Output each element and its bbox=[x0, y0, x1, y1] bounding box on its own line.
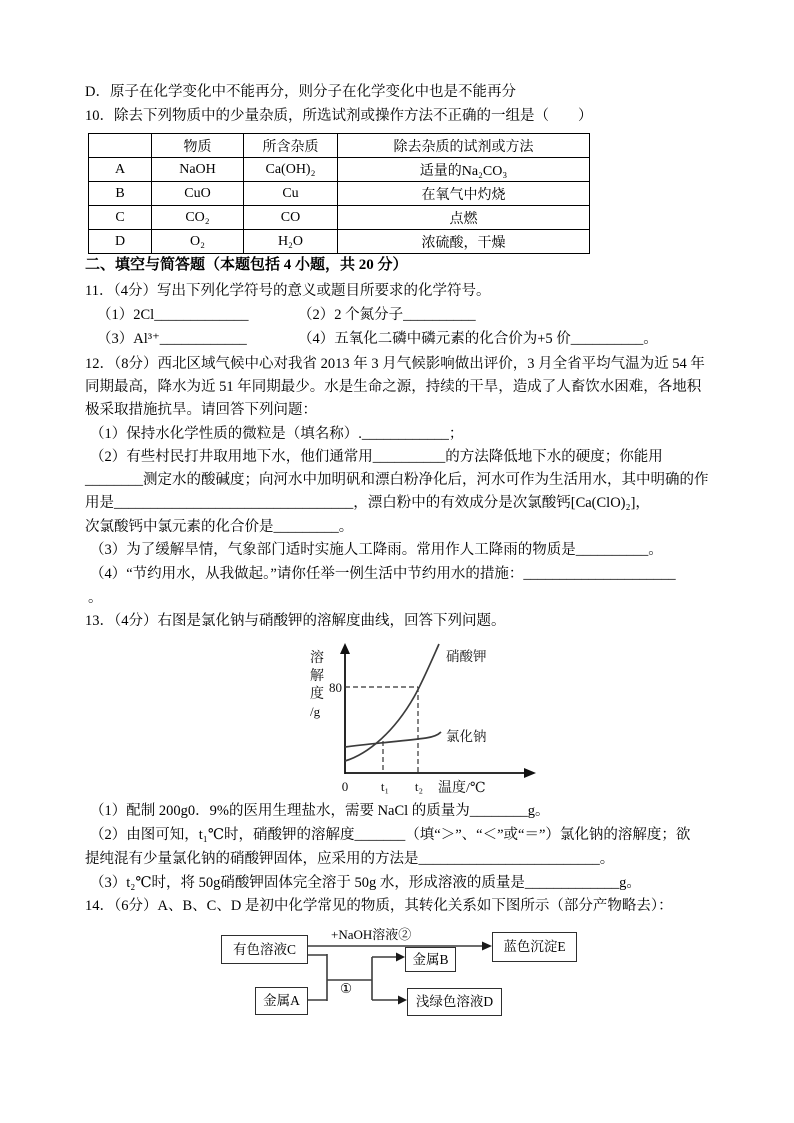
q11-item-4: （4）五氧化二磷中磷元素的化合价为+5 价__________。 bbox=[298, 331, 658, 347]
q12-item-2a: （2）有些村民打井取用地下水，他们通常用__________的方法降低地下水的硬度；你能用 bbox=[90, 449, 663, 465]
cell-option: B bbox=[89, 182, 152, 206]
cell-option: A bbox=[89, 158, 152, 182]
q11-item-1: （1）2Cl_____________ bbox=[97, 307, 249, 323]
q10-intro: 10．除去下列物质中的少量杂质，所选试剂或操作方法不正确的一组是（ ） bbox=[85, 108, 593, 124]
kno3-curve bbox=[345, 644, 439, 761]
y-axis-label-char: /g bbox=[310, 704, 321, 719]
y-axis-label-char: 溶 bbox=[310, 651, 324, 666]
y-tick-80: 80 bbox=[329, 680, 342, 695]
q12-item-4-end: 。 bbox=[88, 590, 103, 606]
cell-method: 点燃 bbox=[338, 206, 590, 230]
x-tick-t2: t₂ bbox=[414, 779, 424, 794]
q12-item-2b: ________测定水的酸碱度；向河水中加明矾和漂白粉净化后，河水可作为生活用水，其中明确的作 bbox=[85, 472, 709, 488]
box-colored-solution-c: 有色溶液C bbox=[221, 935, 308, 964]
x-tick-0: 0 bbox=[341, 779, 349, 794]
q12-item-2d: 次氯酸钙中氯元素的化合价是_________。 bbox=[85, 519, 354, 535]
box-metal-a: 金属A bbox=[255, 987, 308, 1015]
arrowhead-d-icon bbox=[398, 996, 407, 1005]
table-row bbox=[89, 182, 590, 206]
nacl-series-label: 氯化钠 bbox=[446, 729, 487, 744]
table-header-row bbox=[89, 134, 590, 158]
x-axis-arrow-icon bbox=[524, 768, 536, 778]
q11-item-2: （2）2 个氮分子__________ bbox=[298, 307, 476, 323]
q12-line-3: 极采取措施抗旱。请回答下列问题： bbox=[85, 402, 317, 418]
nacl-curve bbox=[345, 732, 441, 747]
cell-impurity: Ca(OH)₂ bbox=[244, 158, 338, 182]
solubility-chart bbox=[300, 640, 540, 798]
cell-impurity: Cu bbox=[244, 182, 338, 206]
cell-substance: NaOH bbox=[152, 158, 244, 182]
q13-intro: 13．（4分）右图是氯化钠与硝酸钾的溶解度曲线，回答下列问题。 bbox=[85, 613, 506, 629]
table-row bbox=[89, 206, 590, 230]
q13-item-2a: （2）由图可知，t₁℃时，硝酸钾的溶解度_______（填“＞”、“＜”或“＝”）氯化钠的溶解度；欲 bbox=[90, 827, 691, 843]
naoh-arrow-label: +NaOH溶液② bbox=[331, 927, 412, 942]
step1-label: ① bbox=[340, 981, 353, 996]
q13-item-2b: 提纯混有少量氯化钠的硝酸钾固体，应采用的方法是_________________________。 bbox=[85, 851, 615, 867]
q12-item-4: （4）“节约用水，从我做起。”请你任举一例生活中节约用水的措施：_____________________ bbox=[90, 566, 676, 582]
arrowhead-e-icon bbox=[482, 942, 492, 951]
kno3-series-label: 硝酸钾 bbox=[446, 649, 487, 664]
cell-method: 浓硫酸，干燥 bbox=[338, 230, 590, 254]
header-cell-impurity: 所含杂质 bbox=[244, 134, 338, 158]
section-title: 二、填空与简答题（本题包括 4 小题，共 20 分） bbox=[85, 257, 408, 273]
cell-substance: O₂ bbox=[152, 230, 244, 254]
cell-method: 适量的Na₂CO₃ bbox=[338, 158, 590, 182]
table-row bbox=[89, 230, 590, 254]
header-cell-blank bbox=[89, 134, 152, 158]
q12-item-3: （3）为了缓解旱情，气象部门适时实施人工降雨。常用作人工降雨的物质是__________。 bbox=[90, 542, 663, 558]
box-blue-precipitate-e: 蓝色沉淀E bbox=[492, 932, 577, 962]
q13-item-3: （3）t₂℃时，将 50g硝酸钾固体完全溶于 50g 水，形成溶液的质量是_____________g。 bbox=[90, 875, 641, 891]
q12-item-2c: 用是_________________________________，漂白粉中的有效成分是次氯酸钙[Ca(ClO)₂]， bbox=[85, 495, 650, 511]
cell-impurity: H₂O bbox=[244, 230, 338, 254]
table-row bbox=[89, 158, 590, 182]
q12-line-2: 同期最高，降水为近 51 年同期最少。水是生命之源，持续的干旱，造成了人畜饮水困难，各地积 bbox=[85, 379, 702, 395]
q11-item-3: （3）Al³⁺____________ bbox=[97, 331, 247, 347]
q13-item-1: （1）配制 200g0．9%的医用生理盐水，需要 NaCl 的质量为________g。 bbox=[90, 803, 550, 819]
q14-intro: 14．（6分）A、B、C、D 是初中化学常见的物质，其转化关系如下图所示（部分产物略去）： bbox=[85, 898, 673, 914]
box-metal-b: 金属B bbox=[405, 947, 456, 972]
q12-line-1: 12．（8分）西北区域气候中心对我省 2013 年 3 月气候影响做出评价，3 月全省平均气温为近 54 年 bbox=[85, 356, 705, 372]
solubility-chart-figure bbox=[300, 640, 540, 798]
cell-substance: CuO bbox=[152, 182, 244, 206]
x-tick-t1: t₁ bbox=[380, 779, 390, 794]
y-axis-label-char: 解 bbox=[310, 669, 324, 684]
q10-table bbox=[88, 133, 590, 254]
transformation-diagram bbox=[215, 924, 590, 1020]
x-axis-label: 温度/℃ bbox=[438, 781, 486, 796]
option-d-text: D．原子在化学变化中不能再分，则分子在化学变化中也是不能再分 bbox=[85, 84, 516, 100]
cell-method: 在氧气中灼烧 bbox=[338, 182, 590, 206]
cell-impurity: CO bbox=[244, 206, 338, 230]
q11-intro: 11．（4分）写出下列化学符号的意义或题目所要求的化学符号。 bbox=[85, 283, 491, 299]
cell-option: C bbox=[89, 206, 152, 230]
y-axis-arrow-icon bbox=[340, 643, 350, 654]
arrowhead-b-icon bbox=[396, 953, 405, 962]
y-axis-label-char: 度 bbox=[310, 687, 324, 702]
box-light-green-solution-d: 浅绿色溶液D bbox=[407, 988, 502, 1016]
cell-substance: CO₂ bbox=[152, 206, 244, 230]
q12-item-1: （1）保持水化学性质的微粒是（填名称）.____________； bbox=[90, 426, 464, 442]
cell-option: D bbox=[89, 230, 152, 254]
header-cell-method: 除去杂质的试剂或方法 bbox=[338, 134, 590, 158]
header-cell-substance: 物质 bbox=[152, 134, 244, 158]
